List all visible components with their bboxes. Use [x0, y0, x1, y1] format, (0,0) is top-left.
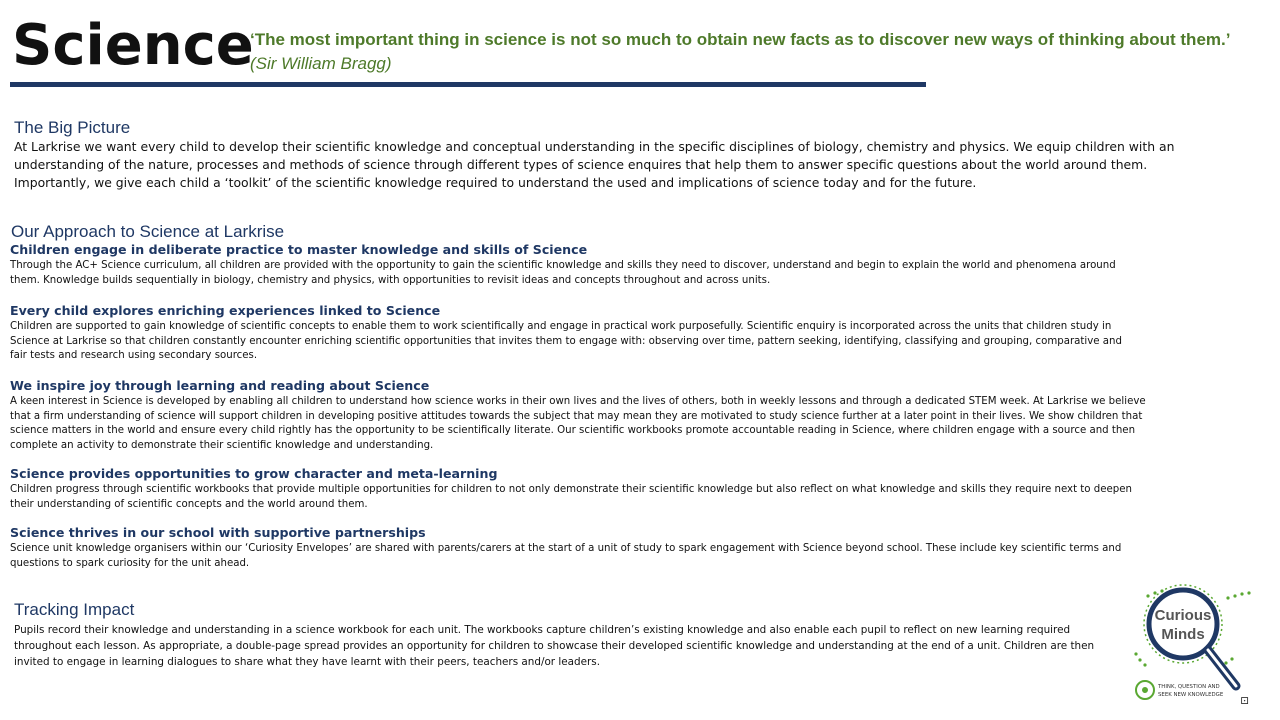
page-title: Science: [12, 13, 254, 78]
tracking-heading: Tracking Impact: [14, 600, 135, 619]
approach-heading: Our Approach to Science at Larkrise: [11, 222, 285, 241]
quote-text: ‘The most important thing in science is not so much to obtain new facts as to discover new ways of thinking about them.’: [250, 30, 1231, 49]
tracking-body: Pupils record their knowledge and understanding in a science workbook for each unit. The workbooks capture children’s existing knowledge and also enable each pupil to reflect on new learning required throughout each lesson. As appropriate, a double-page spread provides an opportunity for children to showcase their developed scientific knowledge and understanding at the end of a unit. Children are then invited to engage in learning dialogues to share what they have learnt with their peers, teachers and/or leaders.: [14, 624, 1095, 668]
big-picture-heading: The Big Picture: [14, 118, 131, 137]
approach-section-title: Children engage in deliberate practice to master knowledge and skills of Science: [10, 242, 588, 257]
approach-section-title: Science thrives in our school with supportive partnerships: [10, 525, 426, 540]
approach-section-body: Children progress through scientific workbooks that provide multiple opportunities for children to not only demonstrate their scientific knowledge but also reflect on what knowledge and skills they require next to deepen their understanding of scientific concepts and the world around them.: [10, 484, 1132, 510]
logo-tagline1: THINK, QUESTION AND: [1158, 684, 1220, 690]
approach-section-body: Through the AC+ Science curriculum, all children are provided with the opportunity to gain the scientific knowledge and skills they need to discover, understand and begin to explain the world and phenomena around them. Knowledge builds sequentially in biology, chemistry and physics, with opportunities to revisit ideas and concepts throughout and across units.: [10, 260, 1116, 286]
page-quote: [250, 28, 1260, 76]
logo-tagline2: SEEK NEW KNOWLEDGE: [1158, 692, 1224, 698]
big-picture-body: At Larkrise we want every child to develop their scientific knowledge and conceptual understanding in the specific disciplines of biology, chemistry and physics. We equip children with an understanding of the nature, processes and methods of science through different types of science enquires that help them to answer specific questions about the world around them. Importantly, we give each child a ‘toolkit’ of the scientific knowledge required to understand the used and implications of science today and for the future.: [14, 139, 1175, 190]
logo-line1: Curious: [1154, 607, 1212, 624]
approach-section-title: We inspire joy through learning and reading about Science: [10, 378, 430, 393]
approach-section-body: Science unit knowledge organisers within our ‘Curiosity Envelopes’ are shared with parents/carers at the start of a unit of study to spark engagement with Science beyond school. These include key scientific terms and questions to spark curiosity for the unit ahead.: [10, 543, 1122, 569]
approach-section-body: Children are supported to gain knowledge of scientific concepts to enable them to work scientifically and engage in practical work purposefully. Scientific enquiry is incorporated across the units that children study in Science at Larkrise so that children constantly encounter enriching scientific opportunities that invites them to engage with: observing over time, pattern seeking, identifying, classifying and grouping, comparative and fair tests and research using secondary sources.: [10, 321, 1122, 361]
approach-section-title: Science provides opportunities to grow character and meta-learning: [10, 466, 498, 481]
footer-mark-icon: ⊡: [1240, 694, 1250, 707]
title-divider: [10, 82, 926, 87]
logo-line2: Minds: [1161, 626, 1205, 643]
curious-minds-logo: [1128, 584, 1258, 710]
approach-section-body: A keen interest in Science is developed by enabling all children to understand how science works in their own lives and the lives of others, both in weekly lessons and through a dedicated STEM week. At Larkrise we believe that a firm understanding of science will support children in developing positive attitudes towards the subject that may mean they are motivated to study science further at a later point in their lives. We show children that science matters in the world and ensure every child rightly has the opportunity to be scientifically literate. Our scientific workbooks promote accountable reading in Science, where children engage with a source and then complete an activity to demonstrate their scientific knowledge and understanding.: [10, 396, 1146, 451]
quote-author: (Sir William Bragg): [250, 54, 392, 73]
approach-section-title: Every child explores enriching experiences linked to Science: [10, 303, 441, 318]
